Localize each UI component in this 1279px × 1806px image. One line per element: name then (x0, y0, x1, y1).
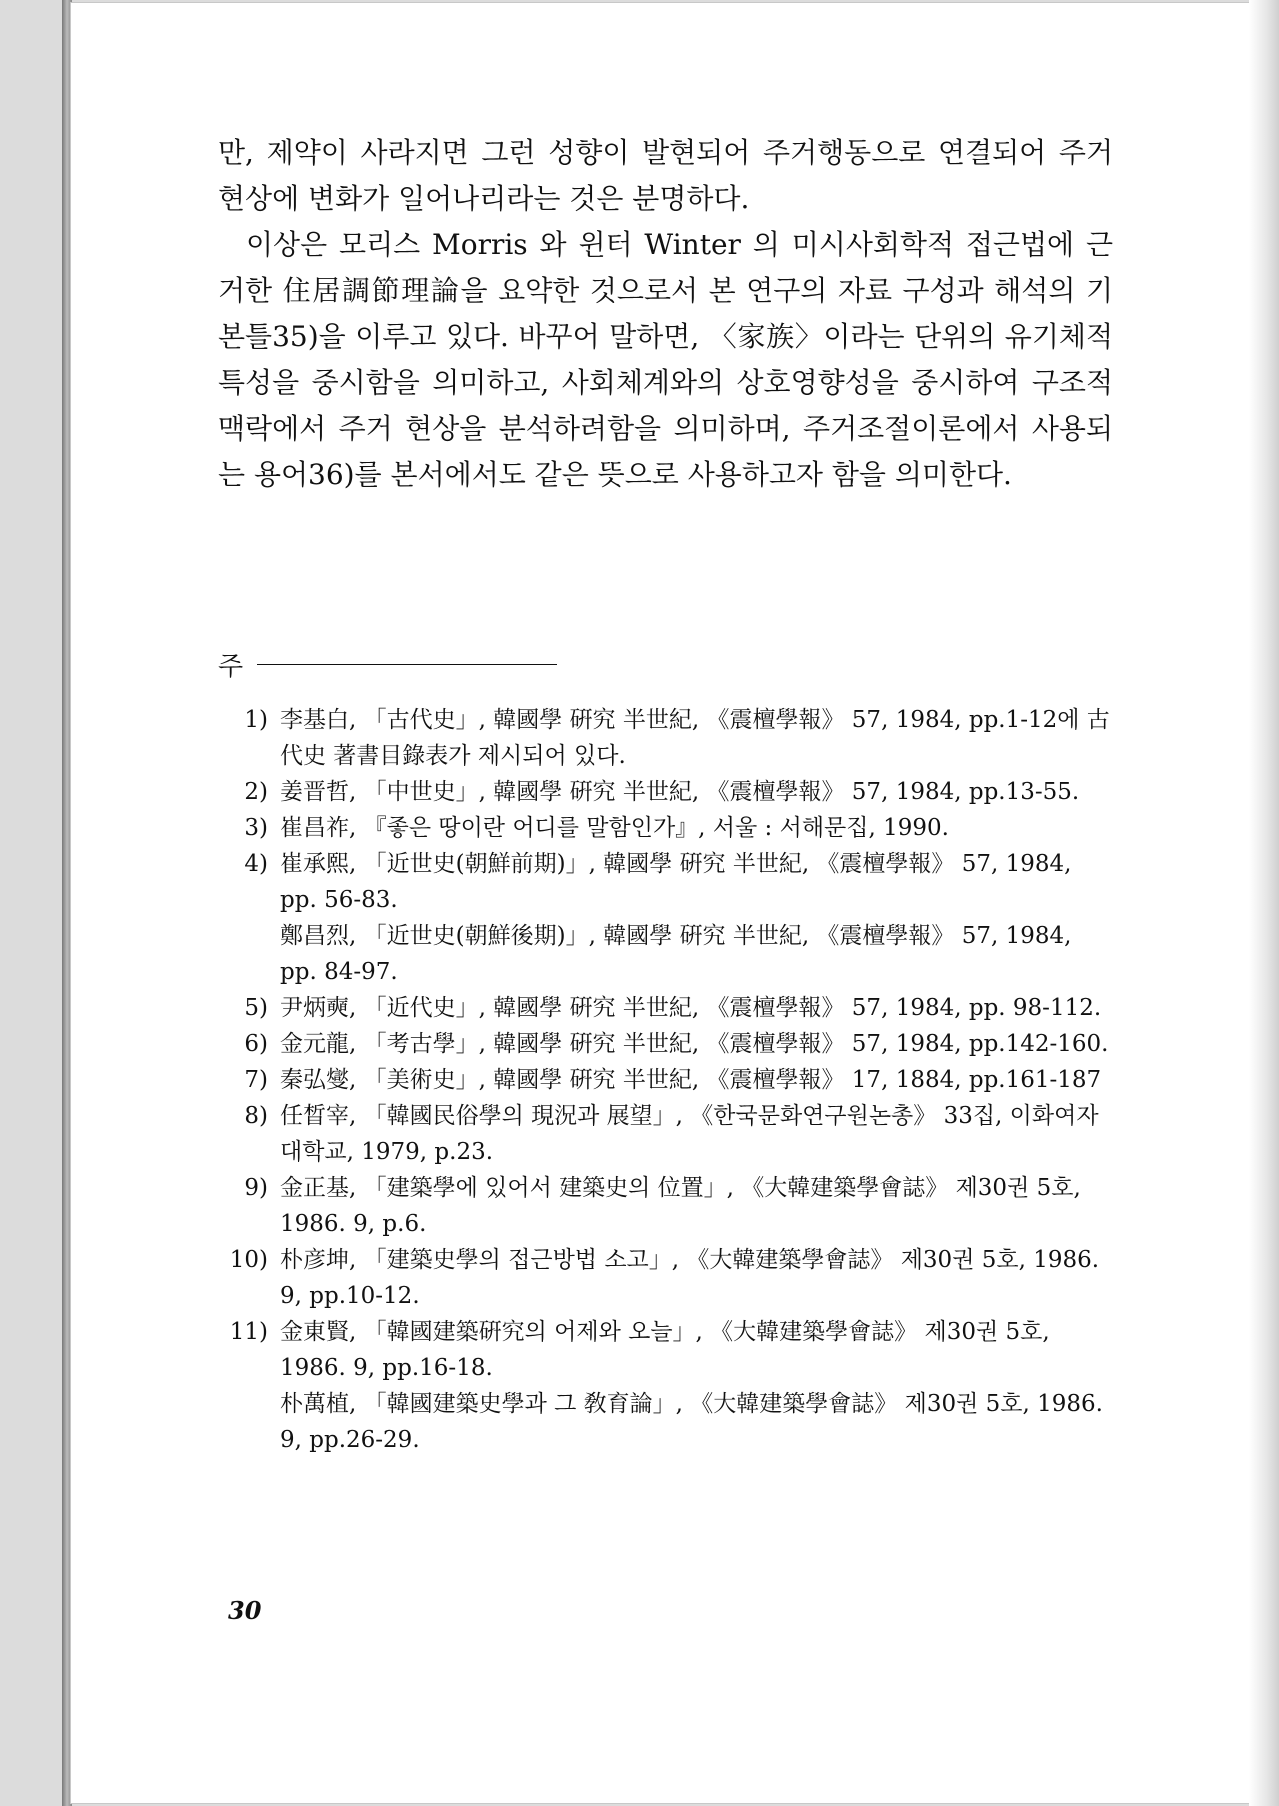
note-item (222, 990, 1110, 1026)
notes-heading-label: 주 (218, 652, 244, 682)
note-item (222, 702, 1110, 774)
note-citation: 金正基, 「建築學에 있어서 建築史의 位置」, 《大韓建築學會誌》 제30권 5호, 1986. 9, p.6. (280, 1175, 1081, 1237)
note-number: 8) (244, 1103, 268, 1129)
note-item (222, 1026, 1110, 1062)
note-number: 6) (244, 1031, 268, 1057)
note-number: 5) (244, 995, 268, 1021)
notes-divider (257, 664, 557, 665)
note-body (268, 1242, 1110, 1314)
note-item (222, 1098, 1110, 1170)
note-citation: 鄭昌烈, 「近世史(朝鮮後期)」, 韓國學 硏究 半世紀, 《震檀學報》 57, 1984, pp. 84-97. (280, 923, 1072, 985)
note-number: 9) (244, 1175, 268, 1201)
note-item (222, 1170, 1110, 1242)
note-body (268, 810, 1110, 846)
note-body (268, 774, 1110, 810)
paragraph-2: 이상은 모리스 Morris 와 윈터 Winter 의 미시사회학적 접근법에 근거한 住居調節理論을 요약한 것으로서 본 연구의 자료 구성과 해석의 기본틀35)을 이루고 있다. 바꾸어 말하면, 〈家族〉이라는 단위의 유기체적 특성을 중시함을 의미하고, 사회체계와의 상호영향성을 중시하여 구조적 맥락에서 주거 현상을 분석하려함을 의미하며, 주거조절이론에서 사용되는 용어36)를 본서에서도 같은 뜻으로 사용하고자 함을 의미한다. (218, 228, 1113, 491)
note-citation: 金元龍, 「考古學」, 韓國學 硏究 半世紀, 《震檀學報》 57, 1984, pp.142-160. (280, 1031, 1109, 1057)
note-body (268, 1026, 1110, 1062)
note-citation: 秦弘燮, 「美術史」, 韓國學 硏究 半世紀, 《震檀學報》 17, 1884, pp.161-187 (280, 1067, 1102, 1093)
note-item (222, 774, 1110, 810)
note-item (222, 1242, 1110, 1314)
note-item (222, 846, 1110, 990)
page-edge (1249, 0, 1279, 1806)
note-citation: 李基白, 「古代史」, 韓國學 硏究 半世紀, 《震檀學報》 57, 1984, pp.1-12에 古代史 著書目錄表가 제시되어 있다. (280, 707, 1110, 769)
note-body (268, 1098, 1110, 1170)
note-item (222, 810, 1110, 846)
note-citation: 朴萬植, 「韓國建築史學과 그 敎育論」, 《大韓建築學會誌》 제30권 5호, 1986. 9, pp.26-29. (280, 1391, 1103, 1453)
note-number: 1) (244, 707, 268, 733)
body-text (218, 130, 1113, 498)
note-citation: 朴彦坤, 「建築史學의 접근방법 소고」, 《大韓建築學會誌》 제30권 5호, 1986. 9, pp.10-12. (280, 1247, 1100, 1309)
note-number: 2) (244, 779, 268, 805)
note-citation: 尹炳奭, 「近代史」, 韓國學 硏究 半世紀, 《震檀學報》 57, 1984, pp. 98-112. (280, 995, 1102, 1021)
note-number: 7) (244, 1067, 268, 1093)
note-number: 3) (244, 815, 268, 841)
note-body (268, 846, 1110, 990)
note-citation: 崔昌祚, 『좋은 땅이란 어디를 말함인가』, 서울 : 서해문집, 1990. (280, 815, 949, 841)
notes-list (222, 702, 1110, 1458)
page-number: 30 (228, 1596, 262, 1625)
note-citation: 崔承熙, 「近世史(朝鮮前期)」, 韓國學 硏究 半世紀, 《震檀學報》 57, 1984, pp. 56-83. (280, 851, 1072, 913)
note-body (268, 702, 1110, 774)
note-number: 4) (244, 851, 268, 877)
note-body (268, 1170, 1110, 1242)
paragraph-1: 만, 제약이 사라지면 그런 성향이 발현되어 주거행동으로 연결되어 주거 현상에 변화가 일어나리라는 것은 분명하다. (218, 136, 1113, 215)
note-body (268, 1062, 1110, 1098)
note-citation: 姜晋哲, 「中世史」, 韓國學 硏究 半世紀, 《震檀學報》 57, 1984, pp.13-55. (280, 779, 1080, 805)
note-item (222, 1314, 1110, 1458)
note-item (222, 1062, 1110, 1098)
note-number: 11) (229, 1319, 268, 1345)
note-citation: 金東賢, 「韓國建築硏究의 어제와 오늘」, 《大韓建築學會誌》 제30권 5호, 1986. 9, pp.16-18. (280, 1319, 1050, 1381)
note-citation: 任晳宰, 「韓國民俗學의 現況과 展望」, 《한국문화연구원논총》 33집, 이화여자대학교, 1979, p.23. (280, 1103, 1099, 1165)
note-body (268, 1314, 1110, 1458)
notes-heading (218, 646, 557, 683)
note-number: 10) (229, 1247, 268, 1273)
note-body (268, 990, 1110, 1026)
